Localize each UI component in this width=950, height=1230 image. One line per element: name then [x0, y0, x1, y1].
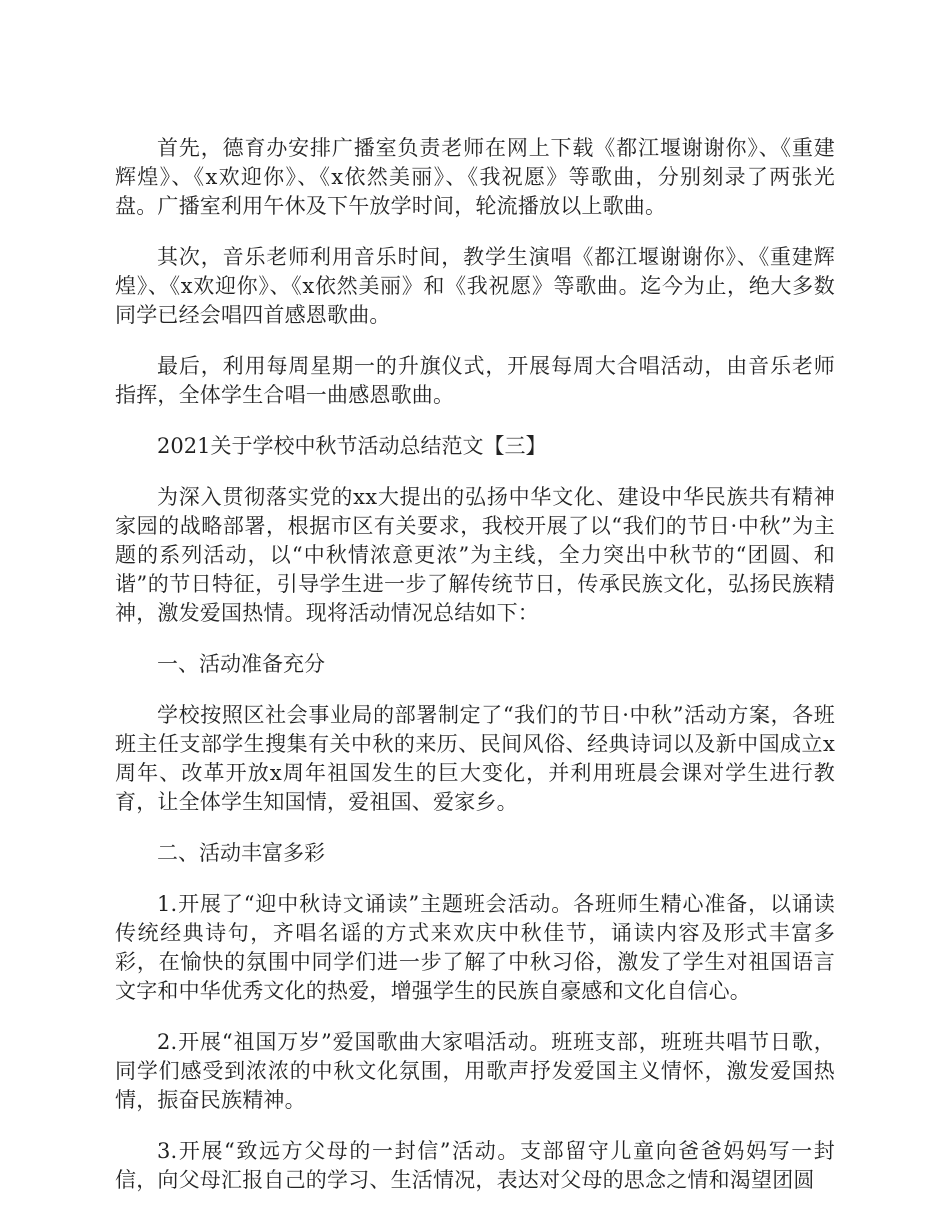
section-title: 2021关于学校中秋节活动总结范文【三】: [157, 434, 547, 458]
paragraph-activity-3: 3.开展“致远方父母的一封信”活动。支部留守儿童向爸爸妈妈写一封信，向父母汇报自己的学习、生活情况，表达对父母的思念之情和渴望团圆: [115, 1139, 835, 1192]
paragraph-flag-ceremony: 最后，利用每周星期一的升旗仪式，开展每周大合唱活动，由音乐老师指挥，全体学生合唱一曲感恩歌曲。: [115, 354, 835, 407]
paragraph-broadcast-songs: 首先，德育办安排广播室负责老师在网上下载《都江堰谢谢你》、《重建辉煌》、《x欢迎你》、《x依然美丽》、《我祝愿》等歌曲，分别刻录了两张光盘。广播室利用午休及下午放学时间，轮流播放以上歌曲。: [115, 136, 835, 218]
paragraph-introduction: 为深入贯彻落实党的xx大提出的弘扬中华文化、建设中华民族共有精神家园的战略部署，根据市区有关要求，我校开展了以“我们的节日·中秋”为主题的系列活动，以“中秋情浓意更浓”为主线，全力突出中秋节的“团圆、和谐”的节日特征，引导学生进一步了解传统节日，传承民族文化，弘扬民族精神，激发爱国热情。现将活动情况总结如下：: [115, 485, 835, 625]
paragraph-activity-1: 1.开展了“迎中秋诗文诵读”主题班会活动。各班师生精心准备，以诵读传统经典诗句，齐唱名谣的方式来欢庆中秋佳节，诵读内容及形式丰富多彩，在愉快的氛围中同学们进一步了解了中秋习俗，激发了学生对祖国语言文字和中华优秀文化的热爱，增强学生的民族自豪感和文化自信心。: [115, 892, 835, 1003]
paragraph-preparation: 学校按照区社会事业局的部署制定了“我们的节日·中秋”活动方案，各班班主任支部学生搜集有关中秋的来历、民间风俗、经典诗词以及新中国成立x周年、改革开放x周年祖国发生的巨大变化，并利用班晨会课对学生进行教育，让全体学生知国情，爱祖国、爱家乡。: [115, 703, 835, 814]
heading-preparation: 一、活动准备充分: [157, 652, 325, 676]
paragraph-activity-2: 2.开展“祖国万岁”爱国歌曲大家唱活动。班班支部，班班共唱节日歌，同学们感受到浓浓的中秋文化氛围，用歌声抒发爱国主义情怀，激发爱国热情，振奋民族精神。: [115, 1030, 835, 1112]
heading-activities: 二、活动丰富多彩: [157, 841, 325, 865]
document-body: [115, 134, 835, 1217]
paragraph-music-class: 其次，音乐老师利用音乐时间，教学生演唱《都江堰谢谢你》、《重建辉煌》、《x欢迎你》、《x依然美丽》和《我祝愿》等歌曲。迄今为止，绝大多数同学已经会唱四首感恩歌曲。: [115, 245, 835, 327]
